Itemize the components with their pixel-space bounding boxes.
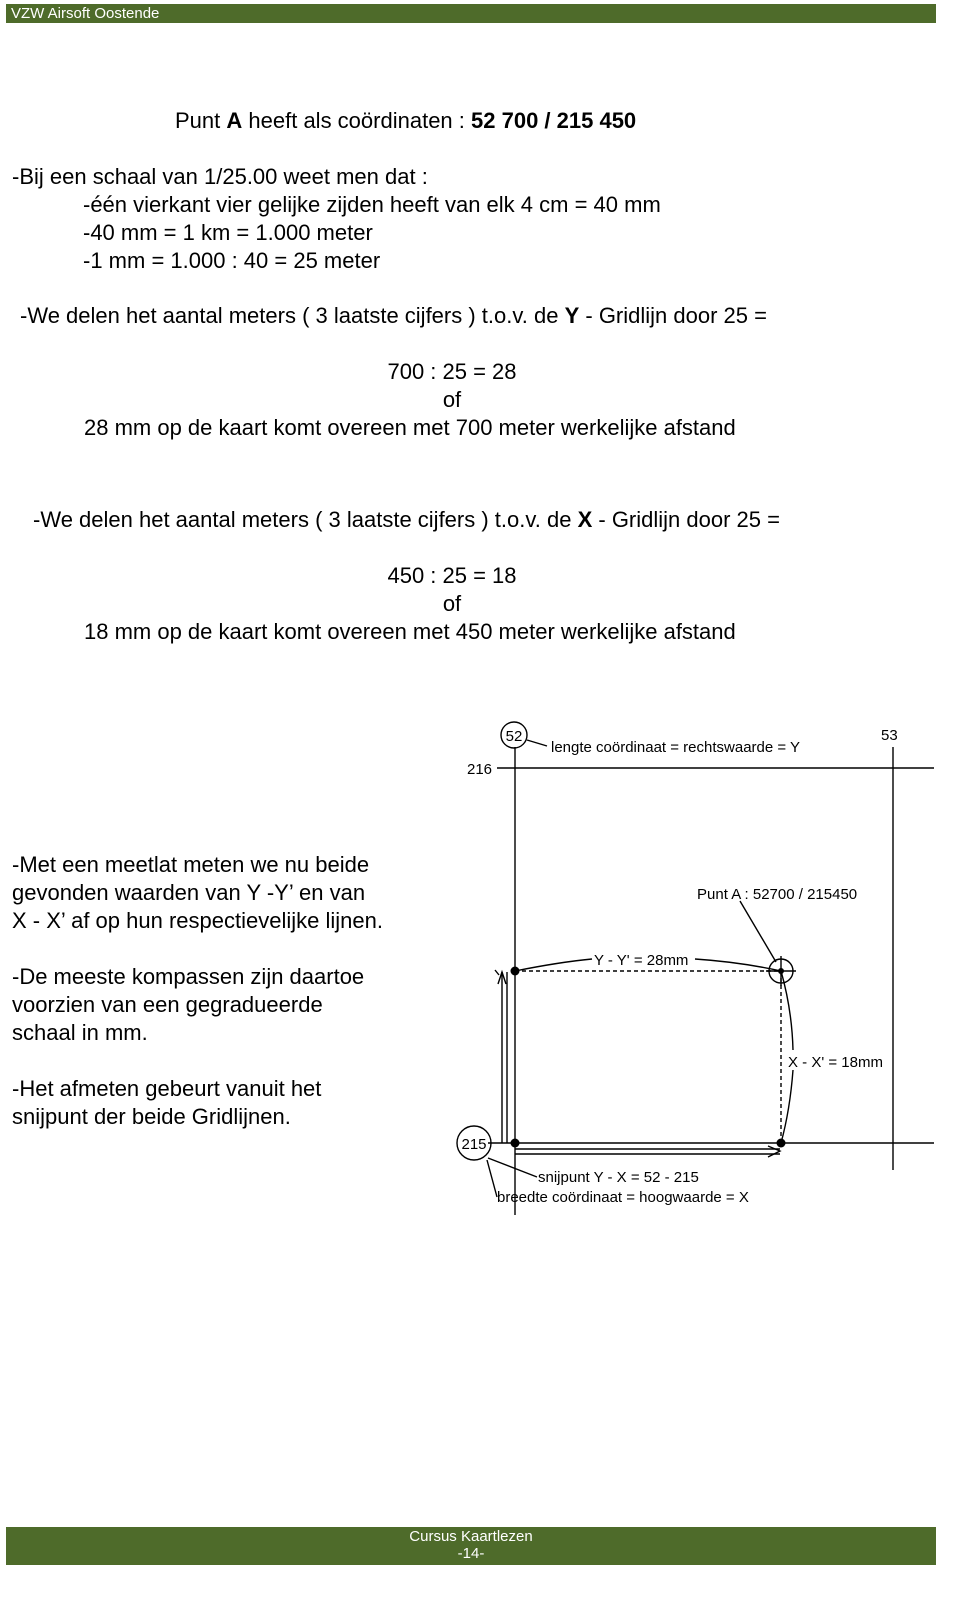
intro-point: A [226, 108, 243, 133]
instruction-1-line-2: gevonden waarden van Y -Y’ en van [12, 880, 366, 905]
x-heading-pre: -We delen het aantal meters ( 3 laatste cijfers ) t.o.v. de [33, 507, 572, 532]
x-heading-axis: X [577, 507, 593, 532]
x-result: 18 mm op de kaart komt overeen met 450 meter werkelijke afstand [84, 619, 736, 644]
footer-title: Cursus Kaartlezen [409, 1528, 533, 1545]
lengte-label: lengte coördinaat = rechtswaarde = Y [551, 739, 801, 756]
circle-52-label: 52 [505, 728, 523, 745]
instruction-2-line-2: voorzien van een gegradueerde [12, 992, 323, 1017]
label-53: 53 [881, 727, 898, 744]
label-216: 216 [467, 761, 493, 778]
scale-line-4: -1 mm = 1.000 : 40 = 25 meter [83, 248, 381, 273]
footer-page-number: -14- [457, 1545, 485, 1562]
instruction-1-line-3: X - X’ af op hun respectievelijke lijnen. [12, 908, 383, 933]
y-calc: 700 : 25 = 28 [387, 359, 517, 384]
y-heading-pre: -We delen het aantal meters ( 3 laatste cijfers ) t.o.v. de [20, 303, 559, 328]
instruction-2-line-3: schaal in mm. [12, 1020, 148, 1045]
breedte-label: breedte coördinaat = hoogwaarde = X [497, 1189, 749, 1206]
intro-coords: 52 700 / 215 450 [471, 108, 637, 133]
x-or: of [442, 591, 462, 616]
y-result: 28 mm op de kaart komt overeen met 700 meter werkelijke afstand [84, 415, 736, 440]
intro-prefix: Punt [175, 108, 221, 133]
xx-label: X - X' = 18mm [788, 1054, 883, 1071]
circle-215-label: 215 [461, 1136, 487, 1153]
x-heading-post: - Gridlijn door 25 = [598, 507, 780, 532]
punt-a-label: Punt A : 52700 / 215450 [697, 886, 858, 903]
x-calc: 450 : 25 = 18 [387, 563, 517, 588]
snijpunt-label: snijpunt Y - X = 52 - 215 [538, 1169, 699, 1186]
instruction-2-line-1: -De meeste kompassen zijn daartoe [12, 964, 365, 989]
y-heading-post: - Gridlijn door 25 = [585, 303, 767, 328]
scale-line-2: -één vierkant vier gelijke zijden heeft van elk 4 cm = 40 mm [83, 192, 661, 217]
page-footer [6, 1527, 936, 1565]
instruction-1-line-1: -Met een meetlat meten we nu beide [12, 852, 370, 877]
scale-line-3: -40 mm = 1 km = 1.000 meter [83, 220, 373, 245]
y-heading-axis: Y [564, 303, 580, 328]
instruction-3-line-2: snijpunt der beide Gridlijnen. [12, 1104, 291, 1129]
yy-label: Y - Y' = 28mm [594, 952, 689, 969]
y-or: of [442, 387, 462, 412]
intro-middle: heeft als coördinaten : [248, 108, 465, 133]
scale-line-1: -Bij een schaal van 1/25.00 weet men dat : [12, 164, 428, 189]
header-title: VZW Airsoft Oostende [11, 5, 160, 22]
instruction-3-line-1: -Het afmeten gebeurt vanuit het [12, 1076, 322, 1101]
